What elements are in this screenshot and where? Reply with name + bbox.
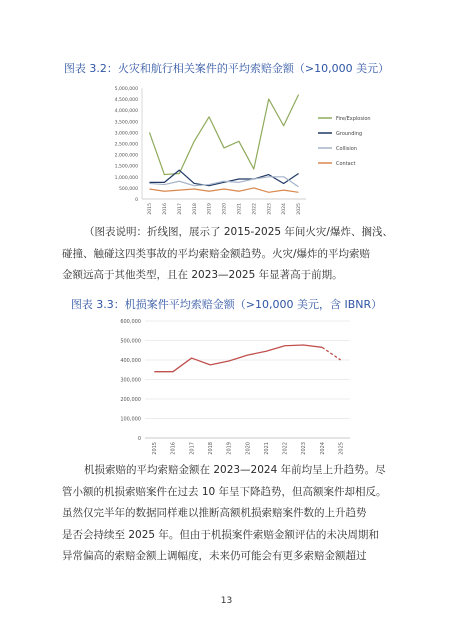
- y-tick-label: 600,000: [120, 319, 141, 325]
- y-tick-label: 2,500,000: [114, 142, 138, 148]
- x-tick-label: 2015: [152, 442, 159, 455]
- y-tick-label: 2,000,000: [114, 153, 138, 159]
- body-paragraph: [62, 460, 398, 568]
- x-tick-label: 2023: [301, 442, 308, 455]
- x-tick-label: 2024: [282, 203, 288, 215]
- x-tick-label: 2015: [148, 203, 154, 215]
- y-tick-label: 400,000: [120, 358, 141, 364]
- y-tick-label: 4,000,000: [114, 109, 138, 115]
- y-tick-label: 3,000,000: [114, 131, 138, 137]
- y-tick-label: 1,500,000: [114, 164, 138, 170]
- x-tick-label: 2016: [162, 203, 168, 215]
- y-tick-label: 1,000,000: [114, 175, 138, 181]
- x-tick-label: 2024: [319, 442, 326, 455]
- x-tick-label: 2019: [226, 442, 233, 455]
- legend-label: Contact: [336, 161, 356, 167]
- y-tick-label: 5,000,000: [114, 87, 138, 92]
- page-number: 13: [220, 596, 233, 606]
- x-tick-label: 2017: [177, 203, 183, 215]
- x-tick-label: 2020: [222, 203, 228, 215]
- x-tick-label: 2020: [245, 442, 252, 455]
- x-tick-label: 2017: [189, 442, 196, 455]
- legend-label: Collision: [336, 146, 357, 152]
- y-tick-label: 300,000: [120, 377, 141, 384]
- y-tick-label: 500,000: [119, 186, 138, 192]
- x-tick-label: 2025: [297, 203, 303, 215]
- series-line: [154, 345, 322, 372]
- x-tick-label: 2021: [237, 203, 243, 215]
- chart-note-line: 金额远高于其他类型，且在 2023—2025 年显著高于前期。: [62, 269, 343, 281]
- x-tick-label: 2021: [263, 442, 270, 455]
- x-tick-label: 2018: [207, 442, 214, 455]
- y-tick-label: 3,500,000: [114, 120, 138, 126]
- x-tick-label: 2025: [338, 442, 345, 455]
- x-tick-label: 2019: [207, 203, 213, 215]
- x-tick-label: 2022: [252, 203, 258, 215]
- x-tick-label: 2022: [282, 442, 289, 455]
- chart-note-line: （图表说明：折线图，展示了 2015-2025 年间火灾/爆炸、搁浅、: [84, 226, 393, 238]
- y-tick-label: 500,000: [120, 338, 141, 345]
- y-tick-label: 4,500,000: [114, 98, 138, 104]
- figure-3-3-caption: 图表 3.3：机损案件平均索赔金额（>10,000 美元，含 IBNR）: [70, 298, 383, 311]
- body-line: 虽然仅完半年的数据同样难以推断高额机损索赔案件数的上升趋势: [62, 507, 367, 519]
- y-tick-label: 0: [135, 198, 138, 203]
- y-tick-label: 100,000: [120, 416, 141, 423]
- chart-note-line: 碰撞、触碰这四类事故的平均索赔金额趋势。火灾/爆炸的平均索赔: [62, 247, 371, 260]
- legend-label: Fire/Explosion: [336, 116, 371, 122]
- x-tick-label: 2018: [192, 203, 198, 215]
- body-line: 异常偏高的索赔金额上调幅度，未来仍可能会有更多索赔金额超过: [62, 550, 367, 562]
- figure-3-2-caption: 图表 3.2：火灾和航行相关案件的平均索赔金额（>10,000 美元）: [63, 62, 390, 75]
- y-tick-label: 0: [137, 436, 141, 442]
- body-line: 机损索赔的平均索赔金额在 2023—2024 年前均呈上升趋势。尽: [84, 464, 386, 476]
- x-tick-label: 2016: [170, 442, 177, 455]
- y-tick-label: 200,000: [120, 397, 141, 403]
- body-line: 是否会持续至 2025 年。但由于机损案件索赔金额评估的未决周期和: [62, 528, 379, 541]
- legend-label: Grounding: [336, 131, 363, 137]
- body-line: 管小额的机损索赔案件在过去 10 年呈下降趋势，但高额案件却相反。: [62, 485, 387, 498]
- x-tick-label: 2023: [267, 203, 273, 215]
- series-line-projection: [322, 347, 341, 360]
